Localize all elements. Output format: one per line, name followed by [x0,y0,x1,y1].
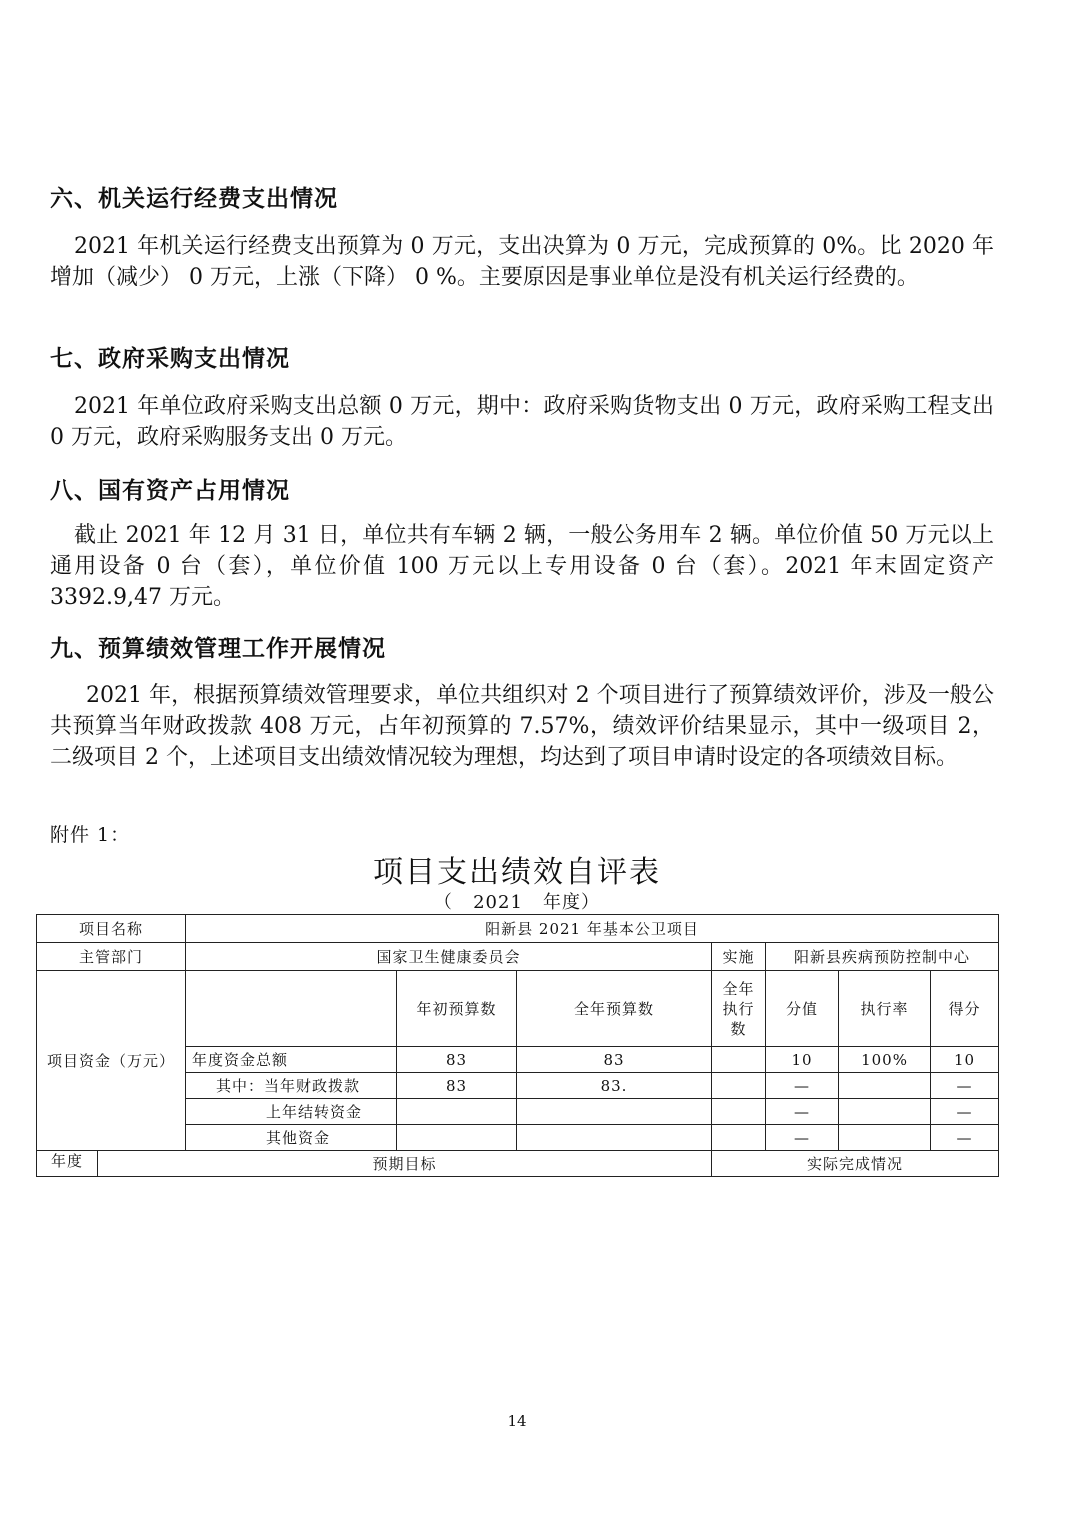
col-header-executed: 全年执行数 [712,971,766,1047]
cell-initial [397,1125,517,1151]
cell-score: — [931,1073,999,1099]
table-row [37,915,999,943]
project-name-label: 项目名称 [37,915,186,943]
cell-score: — [931,1099,999,1125]
col-header-score: 得分 [931,971,999,1047]
expected-goal: 预期目标 [98,1151,712,1177]
section-body-9: 2021 年，根据预算绩效管理要求，单位共组织对 2 个项目进行了预算绩效评价，涉及一般公共预算当年财政拨款 408 万元，占年初预算的 7.57%，绩效评价结果显示，其中一级项目 2，二级项目 2 个，上述项目支出绩效情况较为理想，均达到了项目申请时设定的各项绩效目标。 [50,683,994,770]
section-heading-7: 七、政府采购支出情况 [50,346,290,372]
row-label: 上年结转资金 [186,1099,397,1125]
cell-score-value: — [766,1073,839,1099]
cell-initial: 83 [397,1047,517,1073]
section-heading-8: 八、国有资产占用情况 [50,478,290,504]
cell-rate [839,1099,931,1125]
cell-initial [397,1099,517,1125]
section-body-8: 截止 2021 年 12 月 31 日，单位共有车辆 2 辆，一般公务用车 2 辆。单位价值 50 万元以上通用设备 0 台（套），单位价值 100 万元以上专用设备 0 台（套）。2021 年末固定资产 3392.9,47 万元。 [50,523,994,610]
dept-name: 国家卫生健康委员会 [186,943,712,971]
row-label: 年度资金总额 [186,1047,397,1073]
attachment-label: 附件 1： [50,824,131,846]
cell-score-value: 10 [766,1047,839,1073]
section-body-7: 2021 年单位政府采购支出总额 0 万元，期中：政府采购货物支出 0 万元，政府采购工程支出 0 万元，政府采购服务支出 0 万元。 [50,394,994,450]
cell-score-value: — [766,1099,839,1125]
cell-annual [517,1099,712,1125]
cell-annual [517,1125,712,1151]
table-title: 项目支出绩效自评表 [373,855,661,890]
cell-score: — [931,1125,999,1151]
project-name: 阳新县 2021 年基本公卫项目 [186,915,999,943]
section-body-6: 2021 年机关运行经费支出预算为 0 万元，支出决算为 0 万元，完成预算的 0%。比 2020 年增加（减少） 0 万元，上涨（下降） 0 %。主要原因是事业单位是没有机关运行经费的。 [50,234,994,290]
funds-label: 项目资金（万元） [37,971,186,1151]
cell-rate [839,1125,931,1151]
cell-rate [839,1073,931,1099]
impl-label: 实施 [712,943,766,971]
dept-label: 主管部门 [37,943,186,971]
table-row [37,1151,999,1177]
impl-unit: 阳新县疾病预防控制中心 [766,943,999,971]
cell-executed [712,1073,766,1099]
page-number: 14 [507,1412,527,1430]
cell-executed [712,1047,766,1073]
table-row [37,971,999,1047]
cell-score: 10 [931,1047,999,1073]
row-label: 其中：当年财政拨款 [186,1073,397,1099]
row-label: 其他资金 [186,1125,397,1151]
cell-annual: 83. [517,1073,712,1099]
table-year: （ 2021 年度） [433,892,601,913]
col-header-annual: 全年预算数 [517,971,712,1047]
year-label: 年度 [37,1151,98,1177]
col-header-score-value: 分值 [766,971,839,1047]
cell-executed [712,1099,766,1125]
cell-annual: 83 [517,1047,712,1073]
cell-rate: 100% [839,1047,931,1073]
section-heading-6: 六、机关运行经费支出情况 [50,186,338,212]
header-blank [186,971,397,1047]
cell-executed [712,1125,766,1151]
col-header-initial: 年初预算数 [397,971,517,1047]
cell-score-value: — [766,1125,839,1151]
col-header-rate: 执行率 [839,971,931,1047]
section-heading-9: 九、预算绩效管理工作开展情况 [50,636,386,662]
cell-initial: 83 [397,1073,517,1099]
actual-completion: 实际完成情况 [712,1151,999,1177]
table-row [37,943,999,971]
performance-table [36,914,999,1177]
